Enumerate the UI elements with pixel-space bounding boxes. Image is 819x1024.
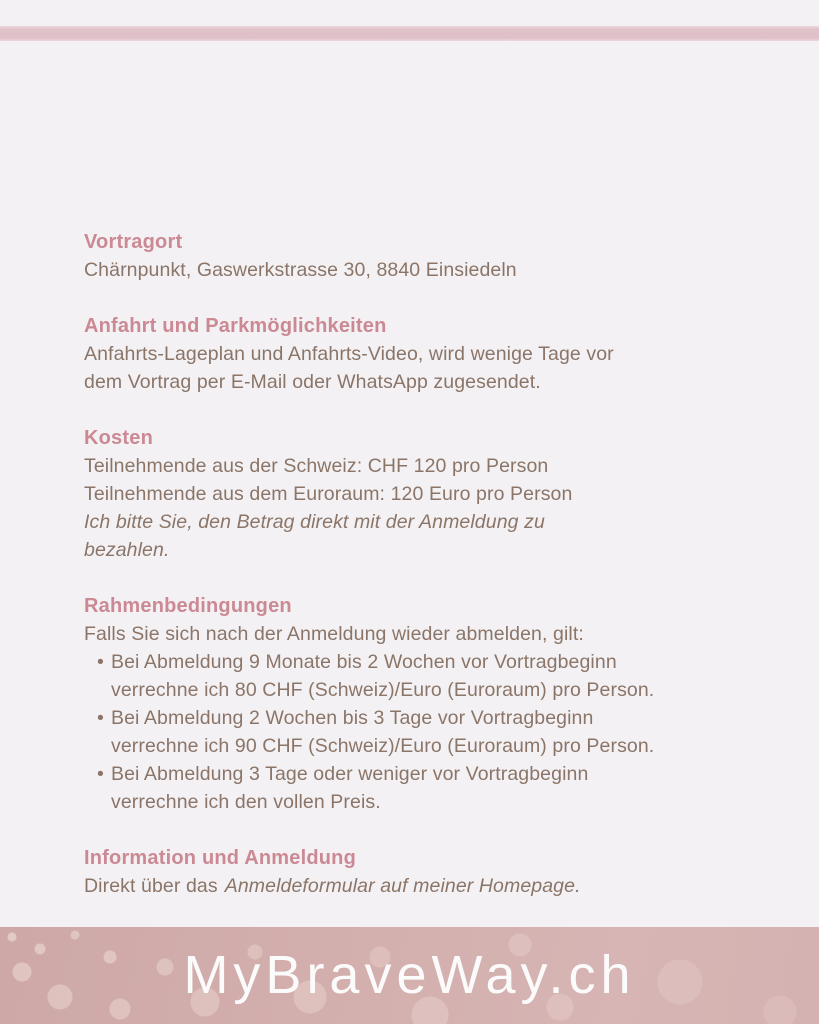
section-heading-rahmenbedingungen: Rahmenbedingungen: [84, 595, 292, 617]
bullet-icon: •: [97, 707, 104, 729]
list-item: [84, 648, 774, 704]
section-vortragort: [84, 228, 774, 284]
body-line: Teilnehmende aus dem Euroraum: 120 Euro pro Person: [84, 483, 573, 505]
body-line-italic: Ich bitte Sie, den Betrag direkt mit der Anmeldung zu: [84, 511, 545, 533]
section-kosten: [84, 424, 774, 564]
body-line: verrechne ich den vollen Preis.: [111, 791, 381, 813]
section-heading-anfahrt: Anfahrt und Parkmöglichkeiten: [84, 315, 387, 337]
body-line: Anfahrts-Lageplan und Anfahrts-Video, wird wenige Tage vor: [84, 343, 614, 365]
brand-wordmark: MyBraveWay.ch: [183, 945, 636, 1005]
body-line: Bei Abmeldung 2 Wochen bis 3 Tage vor Vortragbeginn: [111, 707, 594, 729]
cancellation-list: [84, 648, 774, 816]
list-item: [84, 704, 774, 760]
body-line: Bei Abmeldung 3 Tage oder weniger vor Vortragbeginn: [111, 763, 589, 785]
body-line: Falls Sie sich nach der Anmeldung wieder abmelden, gilt:: [84, 623, 584, 645]
list-item: [84, 760, 774, 816]
section-anfahrt: [84, 312, 774, 396]
body-line: Chärnpunkt, Gaswerkstrasse 30, 8840 Einsiedeln: [84, 259, 517, 281]
section-heading-kosten: Kosten: [84, 427, 153, 449]
body-line: Teilnehmende aus der Schweiz: CHF 120 pro Person: [84, 455, 549, 477]
section-information: [84, 844, 774, 900]
body-line: [84, 872, 774, 900]
list-item-text: [111, 704, 654, 760]
body-line: verrechne ich 80 CHF (Schweiz)/Euro (Euroraum) pro Person.: [111, 679, 655, 701]
section-rahmenbedingungen: [84, 592, 774, 816]
footer-banner: [0, 927, 819, 1024]
body-line-italic: bezahlen.: [84, 539, 170, 561]
list-item-text: [111, 760, 588, 816]
registration-link-text: Anmeldeformular auf meiner Homepage.: [224, 875, 581, 897]
body-line: verrechne ich 90 CHF (Schweiz)/Euro (Euroraum) pro Person.: [111, 735, 655, 757]
bullet-icon: •: [97, 763, 104, 785]
registration-text-prefix: Direkt über das: [84, 875, 218, 897]
bullet-icon: •: [97, 651, 104, 673]
body-line: dem Vortrag per E-Mail oder WhatsApp zugesendet.: [84, 371, 541, 393]
list-item-text: [111, 648, 654, 704]
content-area: [84, 228, 774, 928]
section-heading-vortragort: Vortragort: [84, 231, 183, 253]
top-accent-bar: [0, 26, 819, 41]
body-line: Bei Abmeldung 9 Monate bis 2 Wochen vor Vortragbeginn: [111, 651, 617, 673]
section-heading-information: Information und Anmeldung: [84, 847, 357, 869]
